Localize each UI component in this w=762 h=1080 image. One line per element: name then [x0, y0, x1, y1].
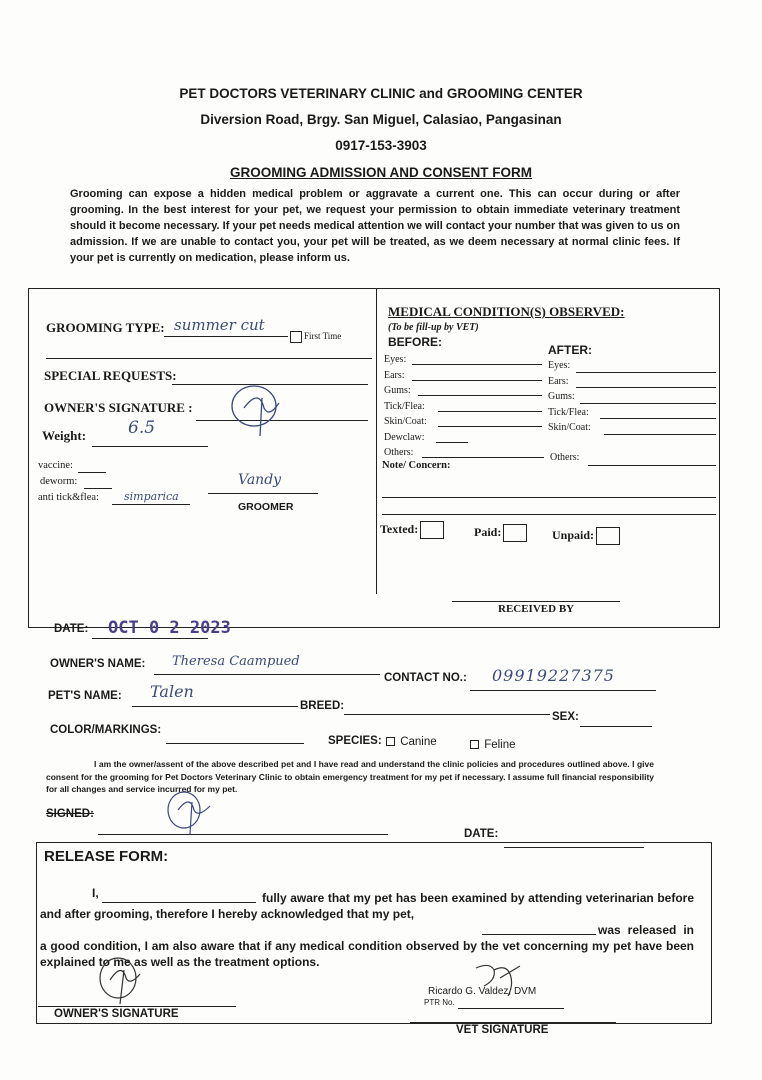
form-title: GROOMING ADMISSION AND CONSENT FORM — [230, 165, 532, 180]
contact-value: 09919227375 — [492, 666, 615, 685]
breed-line[interactable] — [344, 714, 550, 715]
after-gums-line[interactable] — [580, 403, 716, 404]
canine-checkbox[interactable] — [386, 737, 395, 746]
pet-name-value: Talen — [150, 682, 194, 701]
clinic-address: Diversion Road, Brgy. San Miguel, Calasiao, Pangasinan — [200, 112, 562, 127]
before-gums: Gums: — [384, 385, 411, 396]
after-skincoat: Skin/Coat: — [548, 422, 591, 433]
after-eyes: Eyes: — [548, 360, 571, 371]
before-dewclaw-line[interactable] — [436, 442, 468, 443]
ptr-line[interactable] — [458, 1008, 564, 1009]
received-by-line[interactable] — [452, 601, 620, 602]
sex-label: SEX: — [552, 711, 579, 723]
groomer-line[interactable] — [208, 493, 318, 494]
note-line-1[interactable] — [382, 497, 716, 498]
after-ears-line[interactable] — [576, 387, 716, 388]
owner-signature-mark — [224, 378, 294, 438]
release-owner-signature-mark — [90, 954, 150, 1006]
texted-box[interactable] — [420, 521, 444, 539]
vet-signature-line[interactable] — [410, 1022, 616, 1023]
feline-option[interactable] — [470, 739, 516, 751]
release-owner-signature-label: OWNER'S SIGNATURE — [54, 1008, 179, 1020]
canine-option[interactable] — [386, 736, 437, 748]
unpaid-box[interactable] — [596, 527, 620, 545]
after-ears: Ears: — [548, 375, 569, 387]
species-label: SPECIES: — [328, 735, 382, 747]
texted-label: Texted: — [380, 521, 419, 536]
medical-title: MEDICAL CONDITION(S) OBSERVED: — [388, 304, 625, 319]
date-label: DATE: — [54, 623, 89, 635]
antitick-line[interactable] — [112, 504, 190, 505]
before-eyes: Eyes: — [384, 354, 407, 365]
release-i: I, — [92, 886, 99, 900]
after-others-line[interactable] — [588, 465, 716, 466]
consent-signature-mark — [160, 788, 220, 836]
owner-name-value: Theresa Caampued — [172, 654, 300, 669]
after-tickflea-line[interactable] — [600, 418, 716, 419]
before-others-line[interactable] — [422, 457, 544, 458]
vet-signature-label: VET SIGNATURE — [456, 1024, 549, 1036]
after-skincoat-line[interactable] — [604, 434, 716, 435]
ptr-label: PTR No. — [424, 998, 455, 1007]
vet-name: Ricardo G. Valdez, DVM — [428, 986, 537, 997]
groomer-value: Vandy — [238, 472, 282, 488]
clinic-name: PET DOCTORS VETERINARY CLINIC and GROOMING CENTER — [179, 86, 583, 101]
special-requests-label: SPECIAL REQUESTS: — [44, 368, 177, 383]
first-time-checkbox[interactable] — [290, 331, 341, 343]
signed-date-label: DATE: — [464, 828, 499, 840]
grooming-type-value: summer cut — [174, 316, 265, 334]
unpaid-label: Unpaid: — [552, 527, 595, 542]
release-title: RELEASE FORM: — [44, 848, 169, 865]
feline-checkbox[interactable] — [470, 740, 479, 749]
after-tickflea: Tick/Flea: — [548, 406, 589, 418]
feline-label: Feline — [484, 739, 516, 751]
canine-label: Canine — [400, 736, 437, 748]
after-eyes-line[interactable] — [576, 372, 716, 373]
before-ears: Ears: — [384, 369, 405, 381]
owner-name-line[interactable] — [154, 674, 380, 675]
signed-line[interactable] — [98, 834, 388, 835]
breed-label: BREED: — [300, 700, 345, 712]
after-label: AFTER: — [548, 343, 592, 357]
before-tickflea: Tick/Flea: — [384, 400, 425, 412]
antitick-label: anti tick&flea: — [38, 492, 99, 503]
paid-label: Paid: — [474, 524, 502, 539]
before-others: Others: — [384, 447, 414, 458]
after-list — [548, 358, 591, 436]
consent-text: I am the owner/assent of the above described pet and I have read and understand the clinic policies and procedures outlined above. I give consent for the grooming for Pet Doctors Veterinary Clinic to obtain emergency treatment for my pet if necessary. I assume full financial responsibility for all changes and service incurred for my pet. — [46, 759, 654, 794]
pet-name-line[interactable] — [132, 706, 298, 707]
owner-signature-label: OWNER'S SIGNATURE : — [44, 400, 193, 415]
clinic-phone: 0917-153-3903 — [335, 138, 427, 153]
medical-subtitle: (To be fill-up by VET) — [388, 322, 479, 333]
received-by-label: RECEIVED BY — [498, 603, 575, 615]
texted-field[interactable] — [380, 521, 444, 539]
before-tickflea-line[interactable] — [438, 411, 542, 412]
note-line-2[interactable] — [382, 514, 716, 515]
deworm-line[interactable] — [84, 488, 112, 489]
after-others: Others: — [550, 452, 580, 463]
color-label: COLOR/MARKINGS: — [50, 724, 162, 736]
owner-name-label: OWNER'S NAME: — [50, 658, 146, 670]
paid-box[interactable] — [503, 524, 527, 542]
vaccine-label: vaccine: — [38, 460, 73, 471]
before-gums-line[interactable] — [418, 395, 542, 396]
note-label: Note/ Concern: — [382, 460, 451, 471]
before-skincoat: Skin/Coat: — [384, 416, 427, 427]
before-dewclaw: Dewclaw: — [384, 431, 425, 443]
signed-label: SIGNED: — [46, 808, 94, 820]
first-time-label: First Time — [304, 331, 342, 342]
release-text-1: fully aware that my pet has been examined by attending veterinarian before and after grooming, therefore I hereby acknowledged that my pet, — [40, 891, 694, 921]
grooming-line-2 — [46, 358, 372, 359]
contact-line[interactable] — [470, 690, 656, 691]
after-gums: Gums: — [548, 391, 575, 402]
before-label: BEFORE: — [388, 335, 442, 349]
sex-line[interactable] — [580, 726, 652, 727]
date-stamp: OCT 0 2 2023 — [108, 618, 231, 638]
pet-name-label: PET'S NAME: — [48, 690, 122, 702]
grooming-type-line[interactable] — [164, 336, 288, 337]
weight-value: 6.5 — [128, 418, 156, 438]
antitick-value: simparica — [124, 490, 179, 503]
color-line[interactable] — [166, 743, 304, 744]
release-text-2: was released in a good condition, I am also aware that if any medical condition observed by the vet concerning my pet have been explained to me as well as the treatment options. — [40, 923, 694, 969]
vaccine-line[interactable] — [78, 472, 106, 473]
weight-line[interactable] — [92, 446, 208, 447]
release-owner-signature-line[interactable] — [38, 1006, 236, 1007]
unpaid-field[interactable] — [552, 527, 620, 545]
before-skincoat-line[interactable] — [438, 426, 542, 427]
first-time-box[interactable] — [290, 331, 302, 343]
before-eyes-line[interactable] — [412, 364, 542, 365]
panel-divider — [376, 288, 377, 594]
weight-label: Weight: — [42, 428, 87, 443]
contact-label: CONTACT NO.: — [384, 672, 467, 684]
before-list — [384, 352, 427, 461]
grooming-type-label: GROOMING TYPE: — [46, 320, 165, 335]
before-ears-line[interactable] — [412, 380, 542, 381]
intro-text: Grooming can expose a hidden medical problem or aggravate a current one. This can occur during or after grooming. In the best interest for your pet, we request your permission to obtain immediate veterinary treatment should it become necessary. If your pet needs medical attention we will contact your number that was given to us on admission. If we are unable to contact you, your pet will be treated, as we deem necessary at normal clinic fees. If your pet is currently on medication, please inform us. — [70, 188, 680, 264]
deworm-label: deworm: — [40, 476, 78, 487]
paid-field[interactable] — [474, 524, 527, 542]
groomer-label: GROOMER — [238, 501, 294, 513]
date-line[interactable] — [92, 638, 208, 639]
grooming-form-box — [28, 288, 720, 628]
